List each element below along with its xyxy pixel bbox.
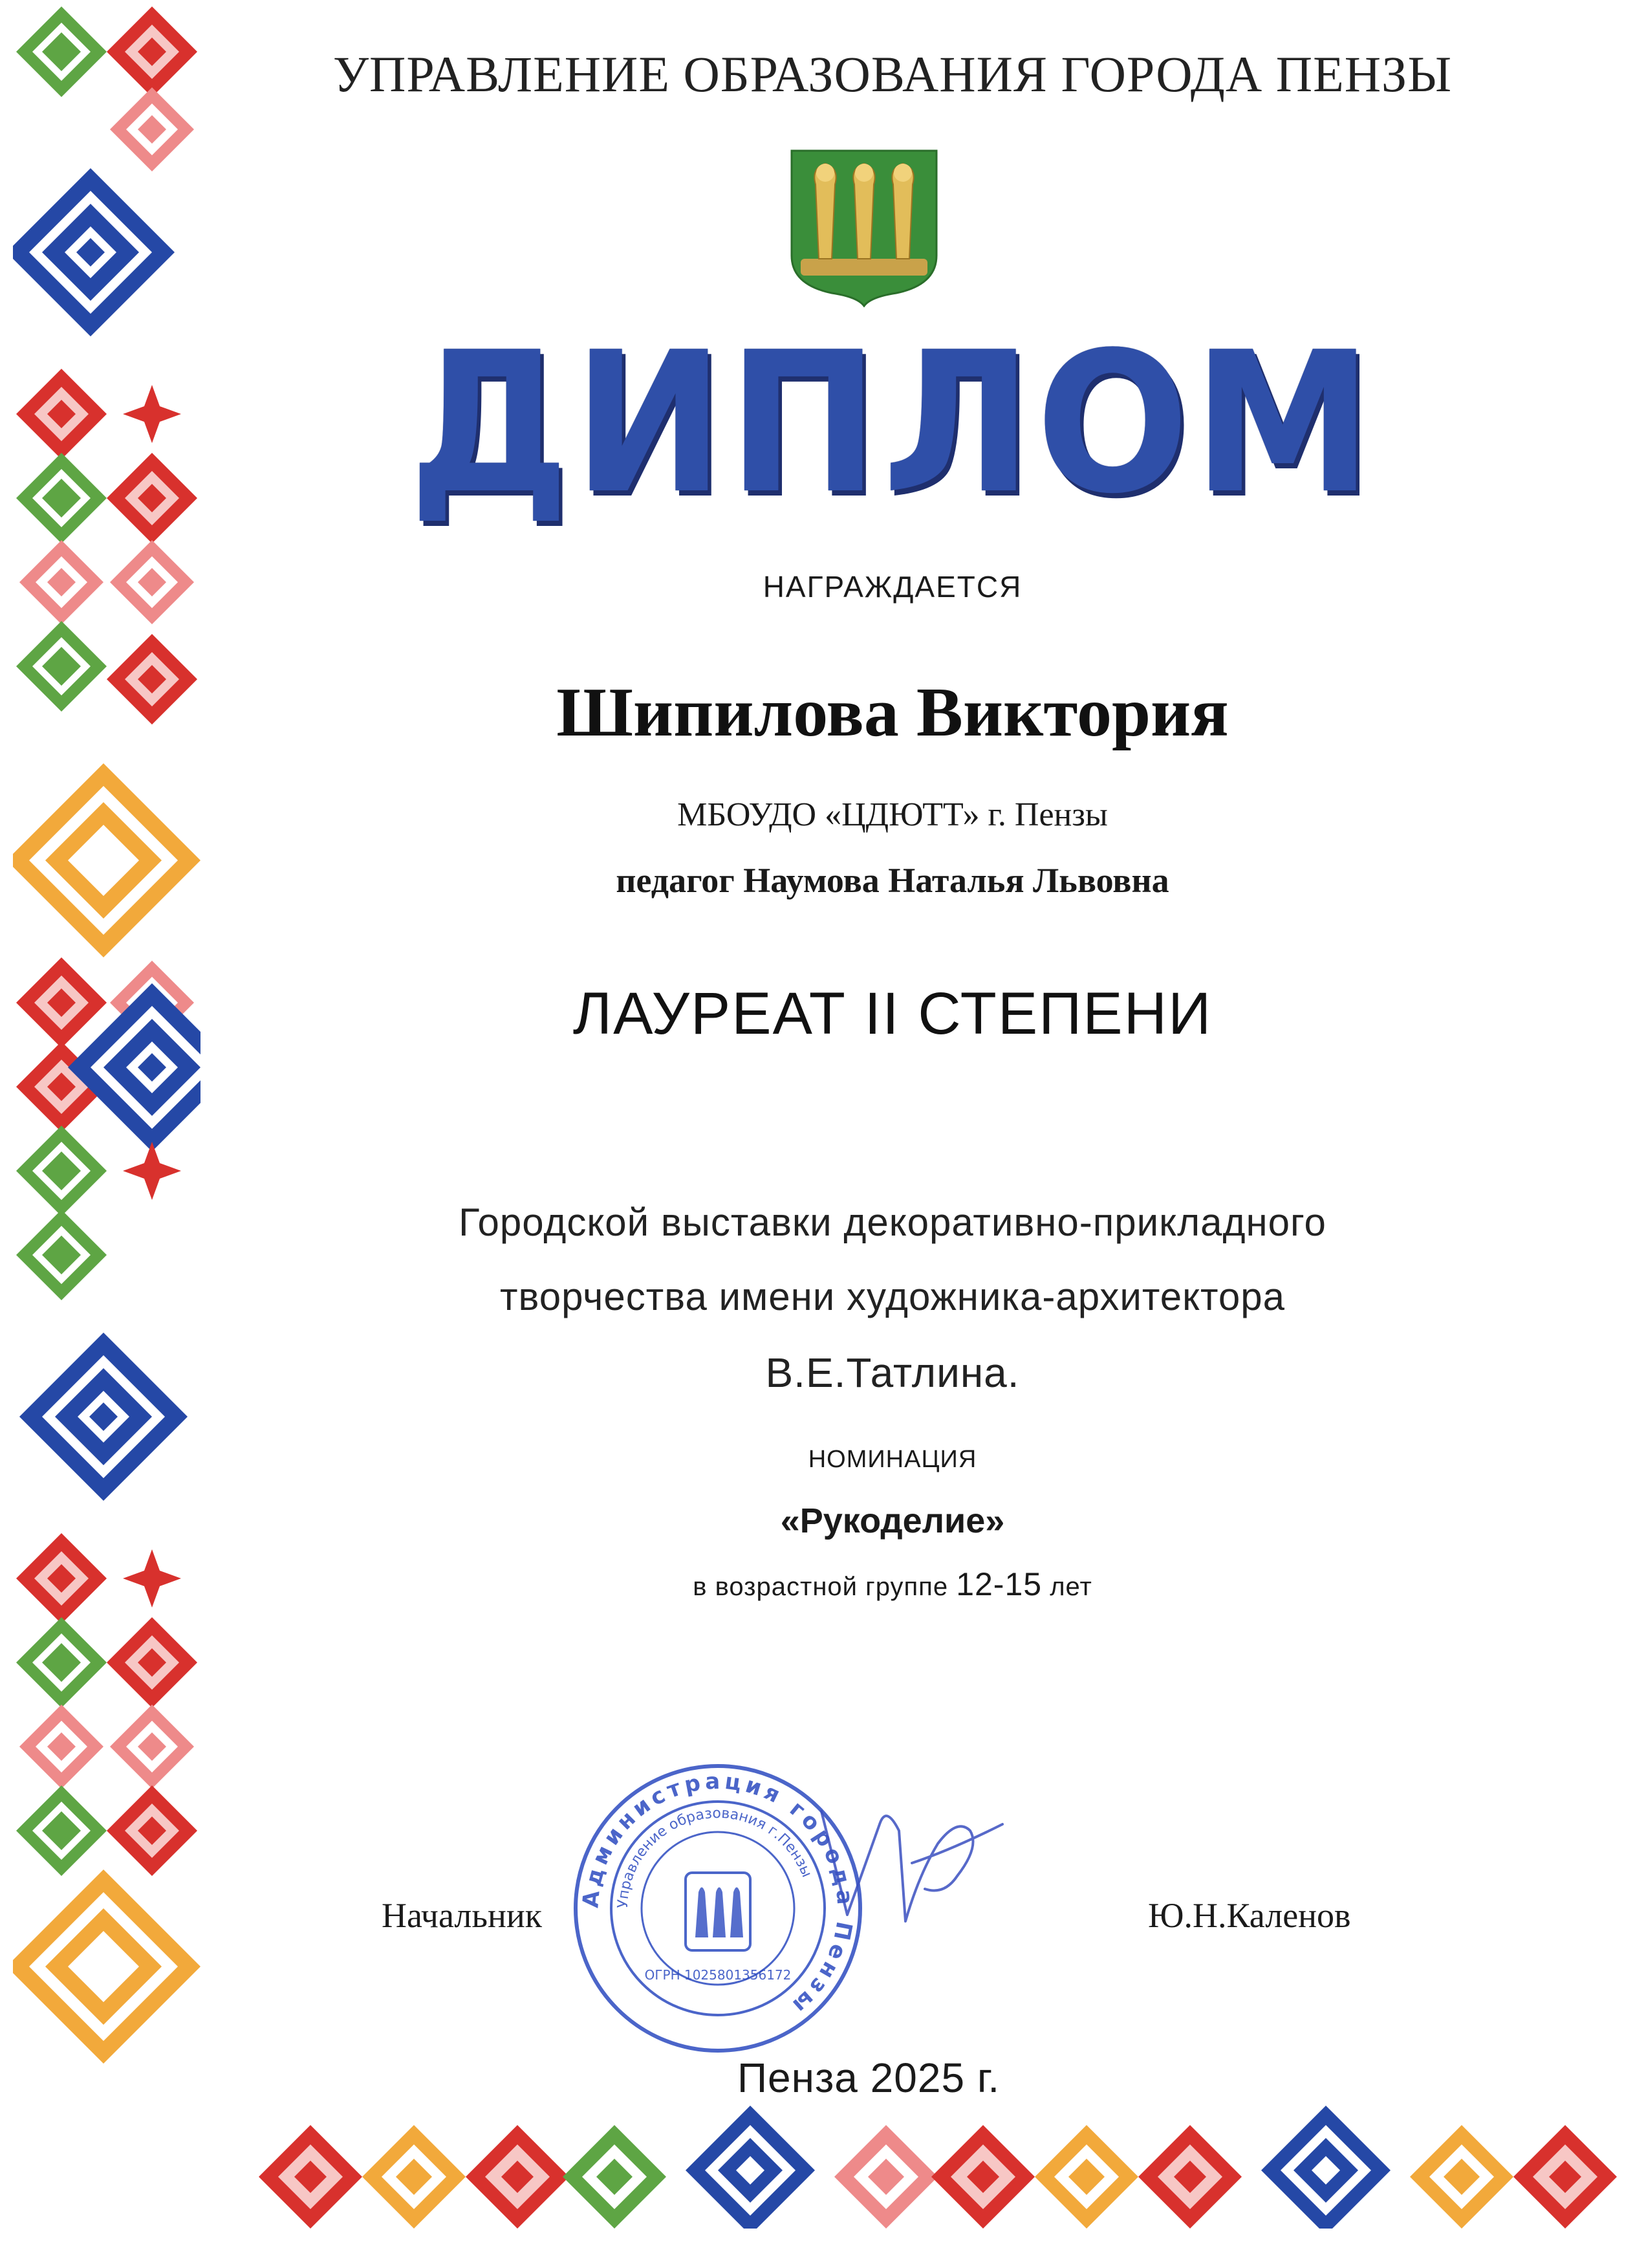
stamp-ogrn: ОГРН 1025801356172 <box>644 1967 792 1983</box>
event-line-1: Городской выставки декоративно-прикладного <box>459 1201 1326 1244</box>
svg-text:Управление образования г.Пензы <box>615 1805 815 1908</box>
awarded-label: НАГРАЖДАЕТСЯ <box>763 570 1023 604</box>
event-line-2: творчества имени художника-архитектора <box>500 1275 1285 1318</box>
recipient-name: Шипилова Виктория <box>556 674 1229 751</box>
left-ornament-border <box>13 6 200 2064</box>
age-group-range: 12-15 <box>956 1566 1043 1602</box>
nomination-label: НОМИНАЦИЯ <box>808 1446 977 1473</box>
stamp-outer-text: Администрация города Пензы <box>578 1768 858 2021</box>
event-line-3: В.Е.Татлина. <box>765 1349 1020 1396</box>
recipient-institution: МБОУДО «ЦДЮТТ» г. Пензы <box>677 796 1108 833</box>
recipient-teacher: педагог Наумова Наталья Львовна <box>616 861 1169 900</box>
stamp-inner-text: Управление образования г.Пензы <box>614 1805 815 1909</box>
diploma-title: ДИПЛОМ <box>409 311 1376 536</box>
handwritten-signature <box>808 1785 1015 1954</box>
award-title: ЛАУРЕАТ II СТЕПЕНИ <box>572 981 1213 1047</box>
age-group <box>194 1565 1591 1603</box>
place-and-date: Пенза 2025 г. <box>737 2055 1001 2101</box>
signatory-position: Начальник <box>382 1896 543 1935</box>
age-group-suffix: лет <box>1050 1573 1092 1601</box>
nomination-value: «Рукоделие» <box>780 1501 1005 1540</box>
bottom-ornament-border <box>246 2086 1630 2229</box>
coat-of-arms-emblem <box>786 146 942 307</box>
age-group-prefix: в возрастной группе <box>693 1573 949 1601</box>
signatory-name: Ю.Н.Каленов <box>1148 1896 1351 1935</box>
organization-header: УПРАВЛЕНИЕ ОБРАЗОВАНИЯ ГОРОДА ПЕНЗЫ <box>332 46 1453 102</box>
